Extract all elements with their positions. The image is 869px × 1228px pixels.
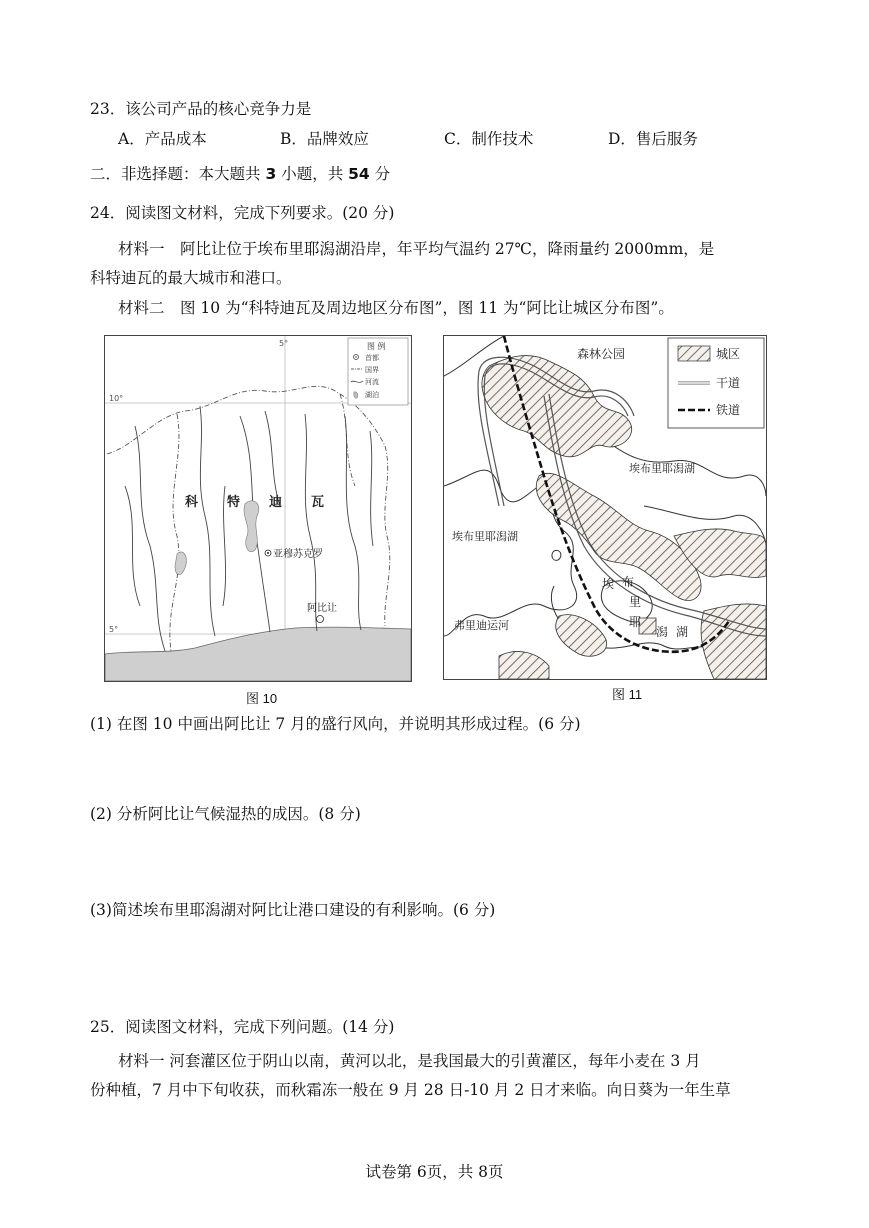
section2-points: 54 [348,165,370,183]
lat-top-label: 10° [109,394,124,403]
lagoon-right-label: 埃布里耶潟湖 [629,462,695,475]
forest-park-label: 森林公园 [577,347,626,361]
legend-lake: 湖泊 [365,391,379,399]
lat-bottom-label: 5° [109,625,119,634]
figure-10-map [104,335,412,682]
section2-count: 3 [265,165,277,183]
border-line-2 [170,414,179,651]
q23-stem: 23．该公司产品的核心竞争力是 [90,100,312,118]
section2-prefix: 二．非选择题：本大题共 [90,165,261,183]
lagoon-char-6: 湖 [676,625,689,639]
city-marker [317,616,324,623]
lagoon-char-3: 里 [629,595,642,609]
figure-11-map [443,335,767,680]
legend-capital: 首都 [365,354,379,362]
page-footer: 试卷第 6页，共 8页 [365,1163,504,1181]
legend-title: 图 例 [367,342,386,351]
legend-river: 河流 [365,378,379,386]
lagoon-char-2: 布 [622,575,635,589]
section2-mid: 小题，共 [281,165,344,183]
q23-option-b: B．品牌效应 [280,130,369,148]
q25-material1-line2: 份种植，7 月中下旬收获，而秋霜冻一般在 9 月 28 日-10 月 2 日才来临。向日葵为一年生草 [90,1081,731,1099]
q23-option-d: D．售后服务 [608,130,698,148]
legend-urban: 城区 [716,347,741,361]
figure-10-caption: 图 10 [246,691,278,706]
country-char-1: 科 [185,495,199,510]
city-label: 阿比让 [307,603,337,614]
country-char-2: 特 [227,495,241,510]
canal-label: 弗里迪运河 [454,619,509,632]
q24-material1-line1: 材料一 阿比让位于埃布里耶潟湖沿岸，年平均气温约 27℃，降雨量约 2000mm，是 [118,240,715,258]
lagoon-left-label: 埃布里耶潟湖 [452,530,518,543]
q24-material1-line2: 科特迪瓦的最大城市和港口。 [90,269,292,287]
lagoon-char-5: 潟 [656,625,669,639]
lagoon-char-4: 耶 [629,615,642,629]
q25-stem: 25．阅读图文材料，完成下列问题。(14 分) [90,1018,395,1036]
sea-shape [105,627,411,681]
legend-rail: 铁道 [716,403,741,417]
q23-option-a: A．产品成本 [118,130,207,148]
section2-header [90,163,390,185]
q24-sub1: (1) 在图 10 中画出阿比让 7 月的盛行风向，并说明其形成过程。(6 分) [90,715,581,733]
legend-border: 国界 [365,366,379,374]
capital-label: 亚穆苏克罗 [273,549,323,560]
lake-kossou [244,501,259,552]
lake-small [175,552,186,575]
country-char-4: 瓦 [311,495,325,510]
q24-material2: 材料二 图 10 为“科特迪瓦及周边地区分布图”，图 11 为“阿比让城区分布图”。 [118,299,674,317]
q23-option-c: C．制作技术 [444,130,534,148]
lon-label: 5° [279,339,289,348]
lagoon-char-1: 埃 [602,577,615,591]
q25-material1-line1: 材料一 河套灌区位于阴山以南，黄河以北，是我国最大的引黄灌区，每年小麦在 3 月 [118,1052,701,1070]
q24-sub3: (3)简述埃布里耶潟湖对阿比让港口建设的有利影响。(6 分) [90,901,496,919]
figure-11-caption: 图 11 [612,687,643,702]
border-line-3 [340,394,355,486]
q24-stem: 24．阅读图文材料，完成下列要求。(20 分) [90,204,395,222]
section2-suffix: 分 [374,165,391,183]
country-char-3: 迪 [269,495,283,510]
legend-road: 干道 [716,376,741,390]
q24-sub2: (2) 分析阿比让气候湿热的成因。(8 分) [90,805,361,823]
